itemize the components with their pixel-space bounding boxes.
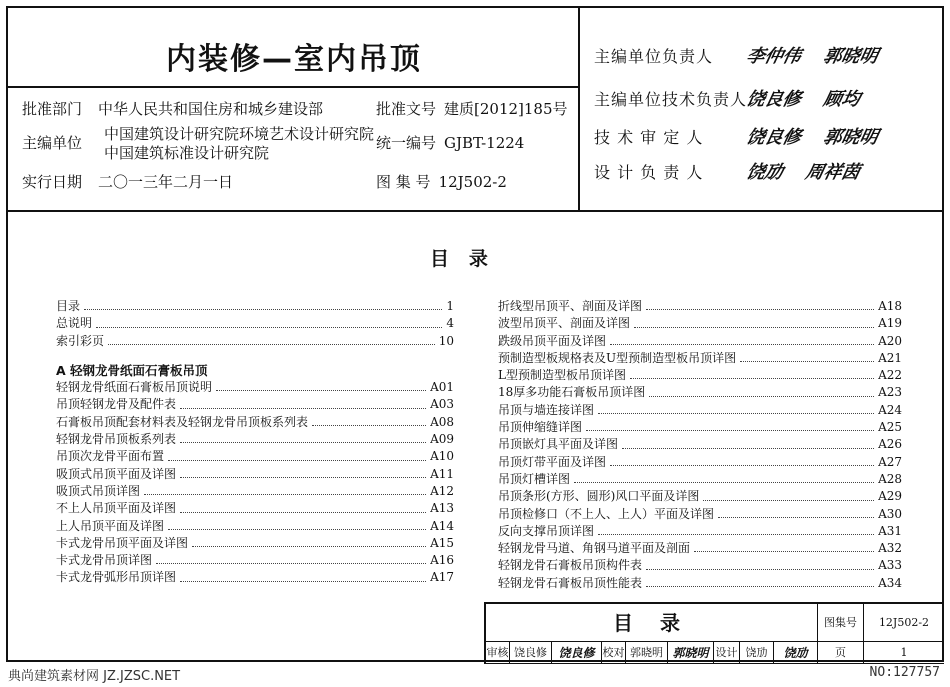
approval-dept-value: 中华人民共和国住房和城乡建设部 <box>98 100 324 118</box>
toc-entry-title: 轻钢龙骨纸面石膏板吊顶说明 <box>56 380 213 395</box>
toc-entry <box>498 419 902 436</box>
signature-image: 郭晓明 <box>668 642 714 664</box>
toc-entry-title: 轻钢龙骨石膏板吊顶性能表 <box>498 575 643 590</box>
toc-entry-page: A28 <box>878 471 902 486</box>
toc-entry <box>56 569 454 586</box>
editor-unit-label: 主编单位 <box>22 134 83 152</box>
toc-entry-title: 卡式龙骨弧形吊顶详图 <box>56 570 177 585</box>
toc-leader-dots <box>144 483 426 495</box>
design-name: 饶劢 <box>740 642 774 664</box>
check-label: 校对 <box>602 642 626 664</box>
toc-entry <box>56 431 454 448</box>
toc-entry-page: 4 <box>446 316 454 331</box>
atlas-label-cell: 图集号 <box>818 604 864 642</box>
toc-entry-title: 轻钢龙骨石膏板吊顶构件表 <box>498 558 643 573</box>
toc-leader-dots <box>216 379 426 391</box>
editor-unit-1: 中国建筑设计研究院环境艺术设计研究院 <box>104 125 375 143</box>
toc-entry-title: 折线型吊顶平、剖面及详图 <box>498 299 643 313</box>
serial-number: NO:127757 <box>869 665 940 680</box>
signature-image: 郭晓明 <box>821 127 881 148</box>
toc-entry-page: A29 <box>878 489 902 504</box>
toc-entry-page: 1 <box>446 299 454 313</box>
toc-leader-dots <box>634 315 874 327</box>
toc-leader-dots <box>718 506 874 518</box>
approval-doc-label: 批准文号 <box>376 100 437 118</box>
toc-entry-page: A08 <box>430 414 454 429</box>
approval-dept <box>22 98 323 119</box>
toc-entry-page: A30 <box>878 506 902 521</box>
toc-entry <box>56 448 454 465</box>
toc-entry <box>498 402 902 419</box>
toc-leader-dots <box>598 523 874 535</box>
toc-entry-title: 轻钢龙骨吊顶板系列表 <box>56 432 177 447</box>
resp-label: 技 术 审 定 人 <box>594 128 704 147</box>
toc-entry <box>498 557 902 574</box>
toc-entry-title: 吊顶灯带平面及详图 <box>498 454 607 469</box>
toc-entry <box>56 552 454 569</box>
toc-entry <box>56 298 454 315</box>
toc-entry <box>56 483 454 500</box>
toc-entry <box>498 454 902 471</box>
toc-entry <box>498 298 902 315</box>
toc-entry-page: A32 <box>878 541 902 556</box>
toc-heading: 目 录 <box>430 248 488 270</box>
toc-entry-title: 吊顶嵌灯具平面及详图 <box>498 437 619 452</box>
toc-leader-dots <box>586 419 874 431</box>
signature-image: 饶良修 <box>552 642 602 664</box>
toc-entry <box>498 367 902 384</box>
toc-entry-page: A01 <box>430 380 454 395</box>
toc-entry-title: 预制造型板规格表及U型预制造型板吊顶详图 <box>498 350 737 365</box>
toc-entry-page: A17 <box>430 570 454 585</box>
resp-label: 主编单位技术负责人 <box>594 90 748 109</box>
signature-image: 饶良修 <box>744 127 804 148</box>
toc-entry <box>56 379 454 396</box>
toc-leader-dots <box>646 557 874 569</box>
toc-entry-title: 吊顶灯槽详图 <box>498 471 571 486</box>
toc-leader-dots <box>598 402 874 414</box>
page-label-cell: 页 <box>818 642 864 664</box>
toc-entry <box>498 350 902 367</box>
toc-entry-page: A33 <box>878 558 902 573</box>
toc-entry <box>498 315 902 332</box>
signature-image: 顾均 <box>821 89 863 110</box>
toc-entry-page: A15 <box>430 535 454 550</box>
atlas-no-label: 图 集 号 <box>376 173 431 191</box>
toc-entry-title: 吸顶式吊顶平面及详图 <box>56 466 177 481</box>
toc-entry-title: 吊顶条形(方形、圆形)风口平面及详图 <box>498 489 700 504</box>
toc-entry-page: A11 <box>430 466 454 481</box>
toc-entry-title: 轻钢龙骨马道、角钢马道平面及剖面 <box>498 541 691 556</box>
toc-leader-dots <box>168 448 426 460</box>
toc-leader-dots <box>108 333 435 345</box>
toc-entry-title: 吸顶式吊顶详图 <box>56 483 141 498</box>
toc-leader-dots <box>646 298 874 310</box>
toc-entry-title: 不上人吊顶平面及详图 <box>56 501 177 516</box>
approval-dept-label: 批准部门 <box>22 100 83 118</box>
toc-leader-dots <box>180 569 426 581</box>
title-block-title: 目 录 <box>486 604 818 642</box>
toc-entry-page: A03 <box>430 397 454 412</box>
toc-entry <box>56 535 454 552</box>
toc-leader-dots <box>180 466 426 478</box>
toc-entry-title: 目录 <box>56 299 81 313</box>
toc-leader-dots <box>610 454 874 466</box>
resp-row-tech-review <box>594 123 896 149</box>
toc-entry-page: A21 <box>878 350 902 365</box>
toc-entry-title: 18厚多功能石膏板吊顶详图 <box>498 385 646 400</box>
toc-leader-dots <box>630 367 874 379</box>
page-title: 内装修—室内吊顶 <box>166 42 422 77</box>
toc-entry-title: 吊顶伸缩缝详图 <box>498 420 583 435</box>
toc-entry <box>56 466 454 483</box>
toc-entry-page: A19 <box>878 316 902 331</box>
toc-entry <box>56 396 454 413</box>
toc-entry <box>56 333 454 350</box>
toc-entry-page: A34 <box>878 575 902 590</box>
toc-leader-dots <box>156 552 426 564</box>
unified-no-label: 统一编号 <box>376 134 437 152</box>
unified-no <box>376 132 524 153</box>
toc-entry-title: 波型吊顶平、剖面及详图 <box>498 316 631 331</box>
toc-leader-dots <box>622 436 874 448</box>
atlas-no <box>376 171 507 192</box>
toc-entry-page: A09 <box>430 432 454 447</box>
toc-right-column <box>498 298 902 592</box>
toc-leader-dots <box>180 396 426 408</box>
watermark-text: 典尚建筑素材网 JZ.JZSC.NET <box>8 669 181 684</box>
toc-leader-dots <box>740 350 874 362</box>
toc-leader-dots <box>84 298 442 310</box>
toc-entry-title: 总说明 <box>56 316 93 331</box>
resp-row-tech-lead <box>594 85 878 111</box>
toc-leader-dots <box>180 431 426 443</box>
toc-entry <box>56 315 454 332</box>
toc-entry-title: 石膏板吊顶配套材料表及轻钢龙骨吊顶板系列表 <box>56 414 309 429</box>
signature-image: 饶劢 <box>744 162 786 183</box>
resp-label: 设 计 负 责 人 <box>594 163 704 182</box>
approval-doc <box>376 98 568 119</box>
toc-leader-dots <box>180 500 426 512</box>
signature-image: 李仲伟 <box>744 46 804 67</box>
toc-entry-title: 反向支撑吊顶详图 <box>498 523 595 538</box>
title-block <box>484 602 944 664</box>
editor-unit-2: 中国建筑标准设计研究院 <box>104 144 270 162</box>
toc-left-column <box>56 298 454 587</box>
toc-entry <box>498 488 902 505</box>
toc-entry-page: A23 <box>878 385 902 400</box>
toc-leader-dots <box>168 518 426 530</box>
atlas-no-value: 12J502-2 <box>438 173 507 191</box>
toc-entry-title: 吊顶次龙骨平面布置 <box>56 449 165 464</box>
toc-entry-title: L型预制造型板吊顶详图 <box>498 368 626 383</box>
toc-leader-dots <box>192 535 426 547</box>
toc-entry-page: A24 <box>878 402 902 417</box>
toc-entry-page: A12 <box>430 483 454 498</box>
toc-entry <box>498 523 902 540</box>
toc-entry-title: 吊顶轻钢龙骨及配件表 <box>56 397 177 412</box>
page-value-cell: 1 <box>864 642 944 664</box>
design-label: 设计 <box>714 642 740 664</box>
toc-leader-dots <box>649 384 874 396</box>
signature-image: 饶劢 <box>774 642 818 664</box>
impl-date <box>22 171 233 192</box>
toc-entry <box>498 384 902 401</box>
toc-entry-title: 卡式龙骨吊顶平面及详图 <box>56 535 189 550</box>
review-label: 审核 <box>486 642 510 664</box>
toc-entry-page: A16 <box>430 553 454 568</box>
toc-entry-title: 吊顶检修口（不上人、上人）平面及详图 <box>498 506 715 521</box>
toc-leader-dots <box>694 540 874 552</box>
toc-leader-dots <box>646 575 874 587</box>
toc-leader-dots <box>610 333 874 345</box>
toc-entry-page: A25 <box>878 420 902 435</box>
toc-leader-dots <box>703 488 874 500</box>
toc-entry-title: 上人吊顶平面及详图 <box>56 518 165 533</box>
unified-no-value: GJBT-1224 <box>444 134 525 152</box>
toc-entry <box>498 540 902 557</box>
toc-entry <box>498 471 902 488</box>
responsibility-block <box>580 8 944 212</box>
toc-entry <box>56 414 454 431</box>
impl-date-value: 二〇一三年二月一日 <box>98 173 234 191</box>
toc-entry <box>56 518 454 535</box>
signature-image: 周祥茵 <box>803 162 863 183</box>
toc-entry <box>56 500 454 517</box>
resp-row-chief-editor <box>594 42 896 68</box>
resp-label: 主编单位负责人 <box>594 47 714 66</box>
drawing-sheet <box>6 6 944 662</box>
check-name: 郭晓明 <box>626 642 668 664</box>
toc-entry <box>498 333 902 350</box>
toc-entry-page: A10 <box>430 449 454 464</box>
toc-entry-page: A27 <box>878 454 902 469</box>
toc-leader-dots <box>96 315 442 327</box>
toc-entry <box>498 436 902 453</box>
signature-image: 郭晓明 <box>821 46 881 67</box>
toc-entry-page: A14 <box>430 518 454 533</box>
toc-entry-title: 跌级吊顶平面及详图 <box>498 333 607 348</box>
toc-entry <box>498 575 902 592</box>
review-name: 饶良修 <box>510 642 552 664</box>
toc-entry-page: A18 <box>878 299 902 313</box>
toc-entry-page: 10 <box>438 333 454 348</box>
toc-entry-page: A31 <box>878 523 902 538</box>
toc-entry-page: A20 <box>878 333 902 348</box>
signature-image: 饶良修 <box>744 89 804 110</box>
toc-entry-page: A26 <box>878 437 902 452</box>
toc-entry-title: 吊顶与墙连接详图 <box>498 402 595 417</box>
toc-leader-dots <box>312 414 426 426</box>
toc-entry-title: 卡式龙骨吊顶详图 <box>56 553 153 568</box>
toc-entry-page: A22 <box>878 368 902 383</box>
title-divider <box>8 86 580 88</box>
header-info-block <box>8 8 580 212</box>
approval-doc-value: 建质[2012]185号 <box>444 100 568 118</box>
toc-leader-dots <box>574 471 874 483</box>
toc-entry-title: 索引彩页 <box>56 333 105 348</box>
impl-date-label: 实行日期 <box>22 173 83 191</box>
atlas-value-cell: 12J502-2 <box>864 604 944 642</box>
section-a-heading: A 轻钢龙骨纸面石膏板吊顶 <box>56 362 208 378</box>
toc-entry-page: A13 <box>430 501 454 516</box>
toc-entry <box>498 506 902 523</box>
resp-row-design-lead <box>594 158 878 184</box>
